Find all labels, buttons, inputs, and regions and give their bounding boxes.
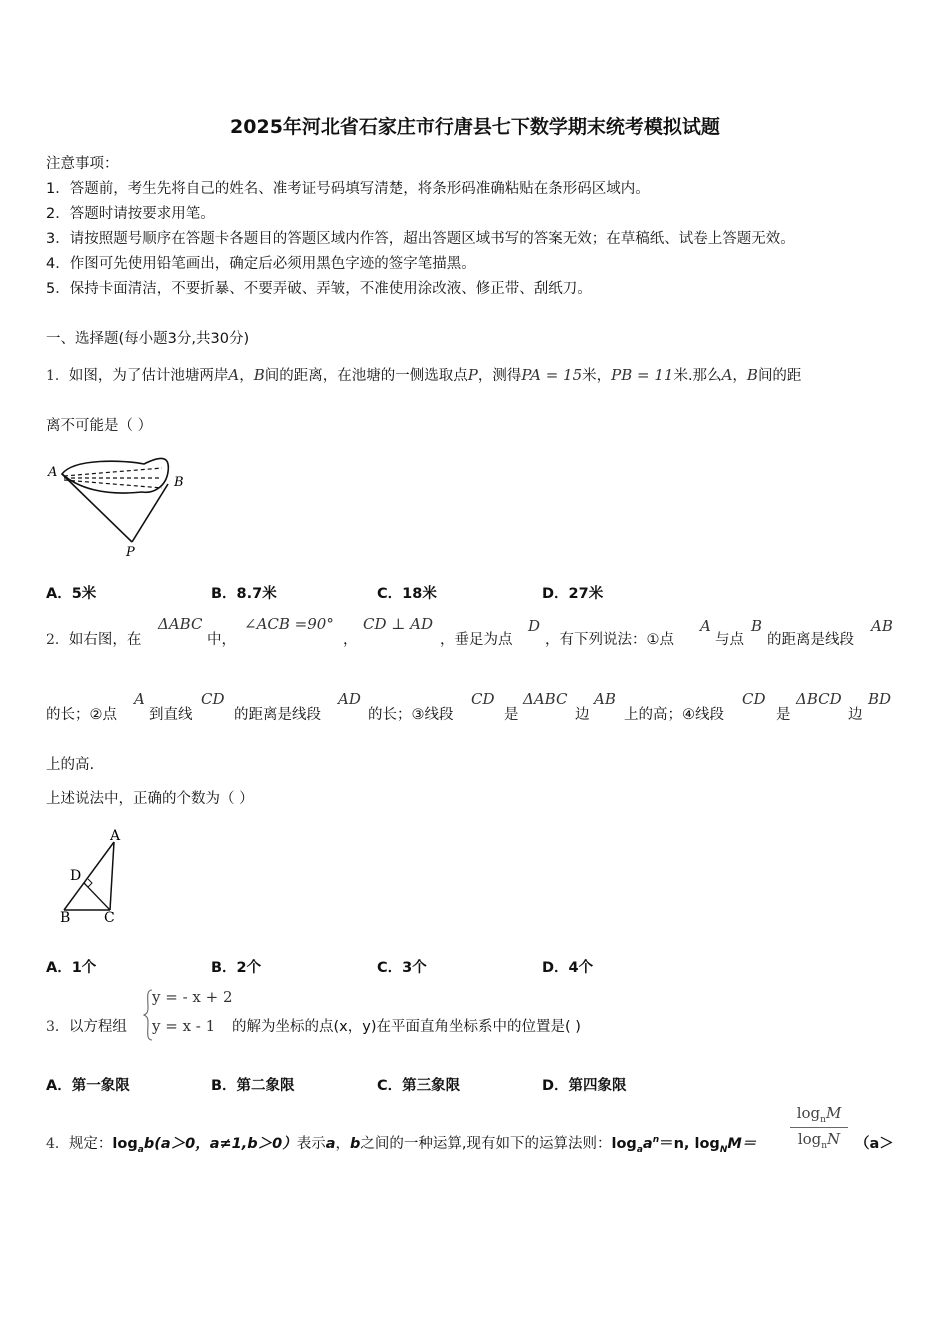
q1-option-d[interactable]: D．27米 [542, 586, 604, 602]
log-fraction: $\frac{\log_nM}{\log_nN}$ [790, 1104, 848, 1151]
notice-item: 4．作图可先使用铅笔画出，确定后必须用黑色字迹的签字笔描黑。 [46, 256, 476, 272]
q2-line3: 上的高. [46, 757, 95, 773]
q2-option-b[interactable]: B．2个 [211, 960, 262, 976]
q1-option-a[interactable]: A．5米 [46, 586, 97, 602]
pond-label-b: B [174, 475, 184, 490]
q3-number: 3． [46, 1019, 69, 1035]
notice-heading: 注意事项： [46, 156, 119, 172]
q1-pb-formula: PB = 11 [611, 366, 674, 384]
notice-item: 5．保持卡面清洁，不要折暴、不要弄破、弄皱，不准使用涂改液、修正带、刮纸刀。 [46, 281, 592, 297]
q1-pa-formula: PA = 15 [521, 366, 583, 384]
q3-option-c[interactable]: C．第三象限 [377, 1078, 461, 1094]
triangle-label-a: A [110, 828, 121, 844]
triangle-label-b: B [60, 910, 71, 926]
pond-figure [44, 450, 204, 560]
q3-option-a[interactable]: A．第一象限 [46, 1078, 130, 1094]
q4-number: 4． [46, 1136, 69, 1152]
q1-line2: 离不可能是（ ） [46, 418, 153, 434]
page-title: 2025年河北省石家庄市行唐县七下数学期末统考模拟试题 [230, 116, 720, 138]
q2-number: 2． [46, 632, 69, 648]
q4-tail: （a＞ [855, 1136, 894, 1152]
notice-item: 3．请按照题号顺序在答题卡各题目的答题区域内作答，超出答题区域书写的答案无效；在草稿纸、试卷上答题无效。 [46, 231, 795, 247]
notice-item: 2．答题时请按要求用笔。 [46, 206, 215, 222]
triangle-label-d: D [70, 868, 82, 884]
q1-line1: 1．如图，为了估计池塘两岸A，B间的距离，在池塘的一侧选取点P，测得PA = 15米，PB = 11米.那么A，B间的距 [46, 366, 802, 384]
q3-line1: 3．以方程组 [46, 1019, 127, 1035]
pond-label-p: P [126, 545, 135, 560]
triangle-figure [46, 826, 136, 926]
q3-option-b[interactable]: B．第二象限 [211, 1078, 295, 1094]
q1-option-b[interactable]: B．8.7米 [211, 586, 277, 602]
triangle-label-c: C [104, 910, 115, 926]
q2-option-a[interactable]: A．1个 [46, 960, 97, 976]
notice-item: 1．答题前，考生先将自己的姓名、准考证号码填写清楚，将条形码准确粘贴在条形码区域内。 [46, 181, 650, 197]
q2-option-c[interactable]: C．3个 [377, 960, 427, 976]
q1-option-c[interactable]: C．18米 [377, 586, 437, 602]
q1-number: 1． [46, 368, 69, 384]
q2-option-d[interactable]: D．4个 [542, 960, 594, 976]
q4-line1: 4．规定：$\log_ab(a>0$，a≠1,b＞0）表示a，b之间的一种运算,现有如下的运算法则：$\log_aa^n=n$, $\log_NM=$ [46, 1135, 757, 1155]
q2-line4: 上述说法中，正确的个数为（ ） [46, 791, 254, 807]
section-heading: 一、选择题(每小题3分,共30分) [46, 331, 250, 347]
q2-line1: 2．如右图，在 [46, 632, 142, 648]
q3-equation-1: y = - x + 2 [152, 988, 233, 1006]
q3-option-d[interactable]: D．第四象限 [542, 1078, 627, 1094]
pond-label-a: A [48, 465, 58, 480]
q3-equation-2: y = x - 1 [152, 1017, 216, 1035]
